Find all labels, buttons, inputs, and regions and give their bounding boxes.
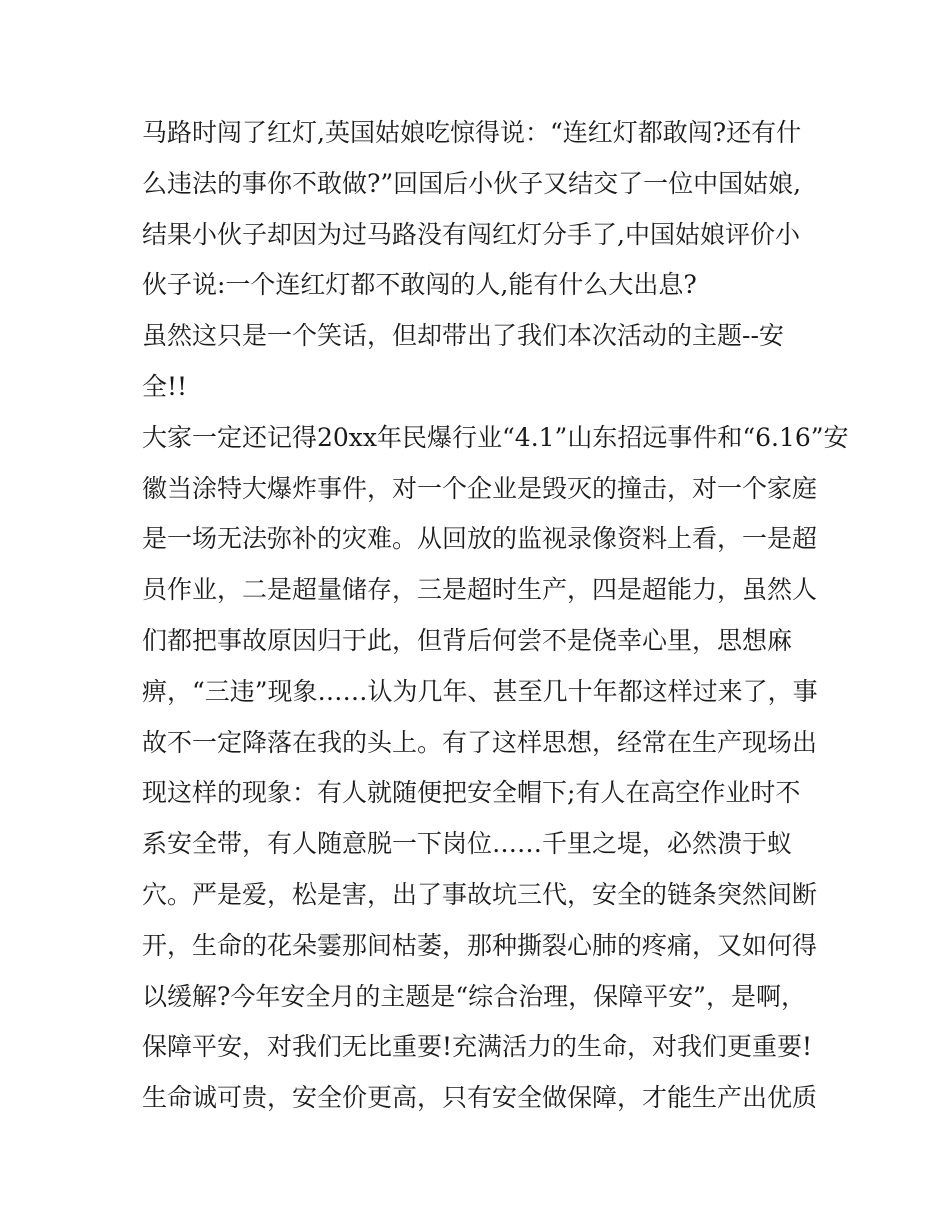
- text-line: 痹，“三违”现象……认为几年、甚至几十年都这样过来了，事: [142, 676, 818, 706]
- text-line: 系安全带，有人随意脱一下岗位……千里之堤，必然溃于蚁: [142, 829, 793, 859]
- text-line: 生命诚可贵，安全价更高，只有安全做保障，才能生产出优质: [142, 1083, 818, 1113]
- text-line: 现这样的现象：有人就随便把安全帽下;有人在高空作业时不: [142, 778, 801, 808]
- text-line: 们都把事故原因归于此，但背后何尝不是侥幸心里，思想麻: [142, 625, 793, 655]
- text-line: 虽然这只是一个笑话，但却带出了我们本次活动的主题--安: [142, 321, 784, 351]
- body-text: [142, 108, 849, 1124]
- text-line: 穴。严是爱，松是害，出了事故坑三代，安全的链条突然间断: [142, 879, 818, 909]
- text-line: 故不一定降落在我的头上。有了这样思想，经常在生产现场出: [142, 727, 818, 757]
- text-line: 伙子说:一个连红灯都不敢闯的人,能有什么大出息?: [142, 270, 697, 300]
- text-line: 么违法的事你不敢做?”回国后小伙子又结交了一位中国姑娘,: [142, 168, 802, 198]
- text-line: 结果小伙子却因为过马路没有闯红灯分手了,中国姑娘评价小: [142, 219, 800, 249]
- text-line: 开，生命的花朵霎那间枯萎，那种撕裂心肺的疼痛，又如何得: [142, 930, 818, 960]
- text-line: 是一场无法弥补的灾难。从回放的监视录像资料上看，一是超: [142, 524, 818, 554]
- text-line: 员作业，二是超量储存，三是超时生产，四是超能力，虽然人: [142, 575, 818, 605]
- text-line: 全!!: [142, 371, 188, 401]
- text-line: 保障平安，对我们无比重要!充满活力的生命，对我们更重要!: [142, 1032, 813, 1062]
- text-line: 徽当涂特大爆炸事件，对一个企业是毁灭的撞击，对一个家庭: [142, 473, 818, 503]
- text-line: 大家一定还记得20xx年民爆行业“4.1”山东招远事件和“6.16”安: [142, 422, 849, 452]
- text-line: 以缓解?今年安全月的主题是“综合治理，保障平安”，是啊，: [142, 981, 806, 1011]
- text-line: 马路时闯了红灯,英国姑娘吃惊得说：“连红灯都敢闯?还有什: [142, 118, 802, 147]
